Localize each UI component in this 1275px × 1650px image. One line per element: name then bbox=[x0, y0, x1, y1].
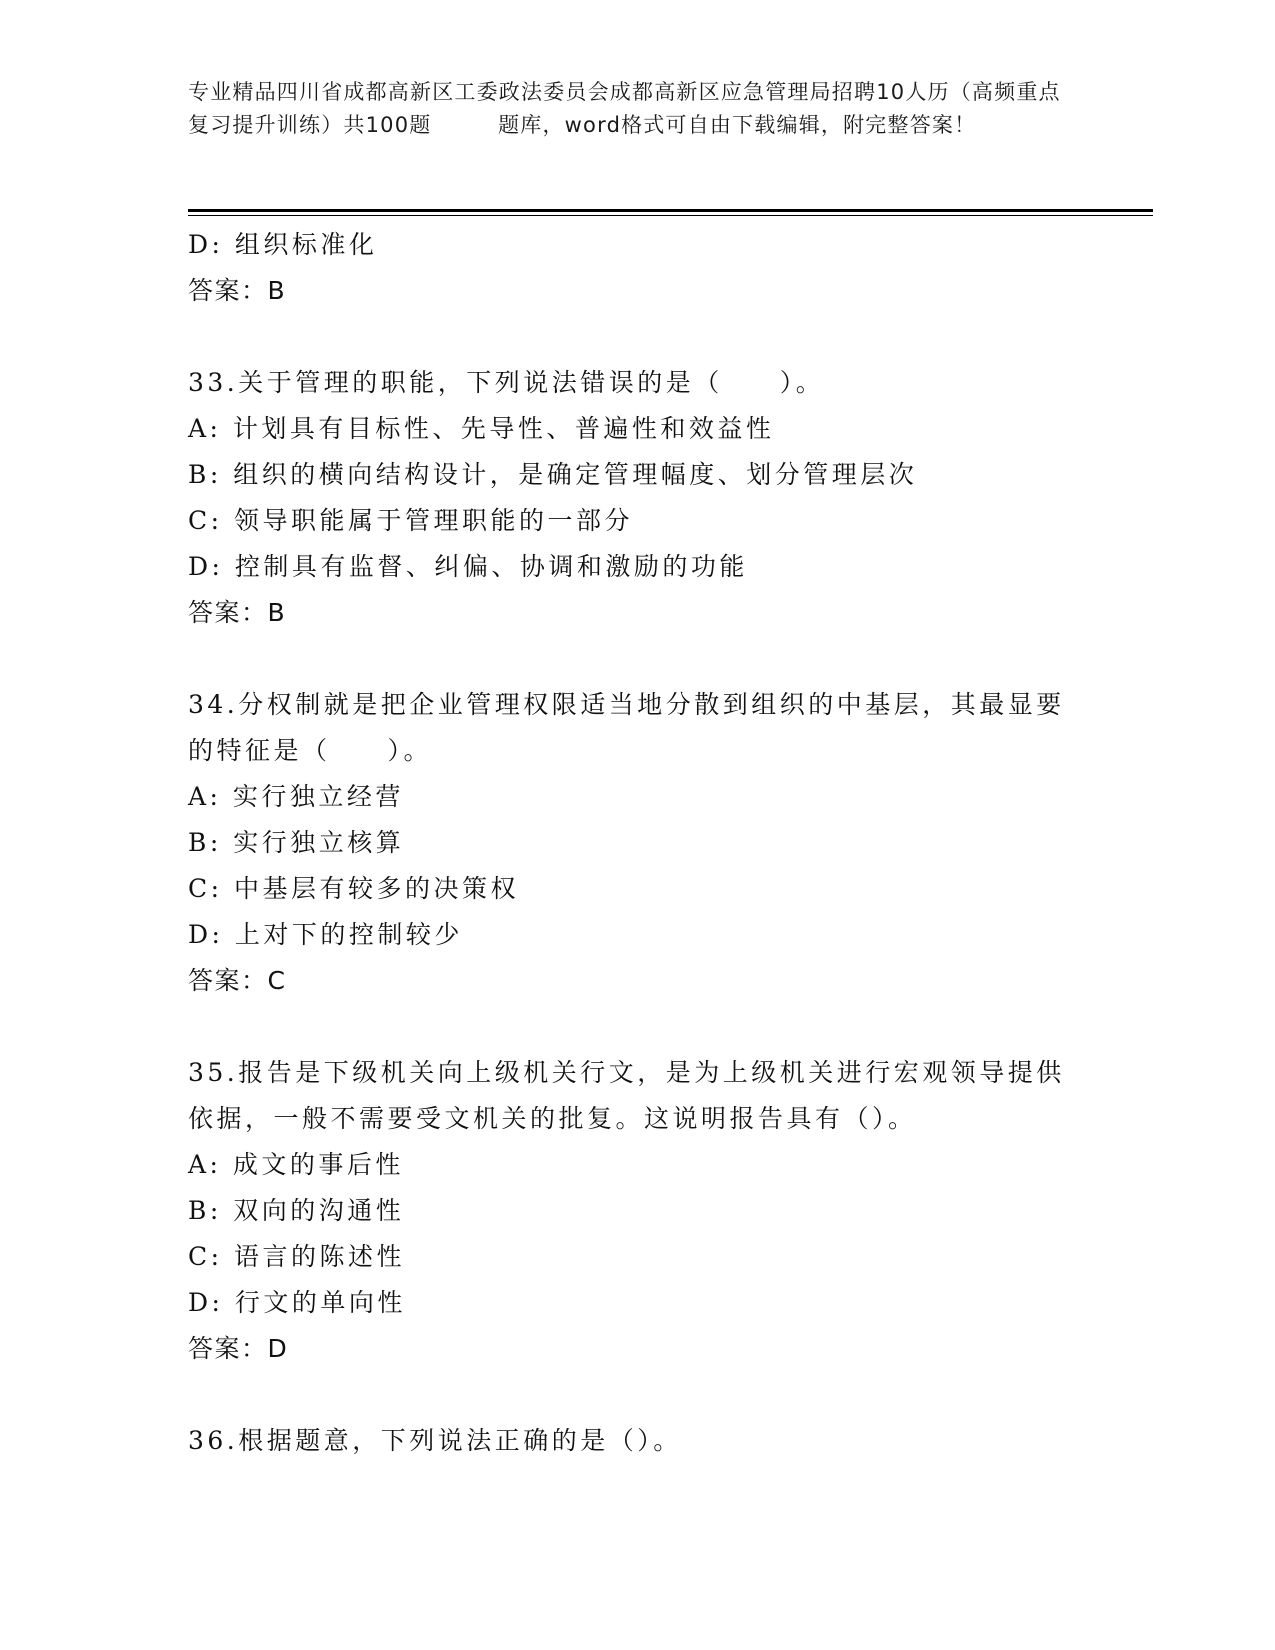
question-list bbox=[188, 222, 1088, 1464]
answer-label: 答案：B bbox=[188, 598, 287, 627]
question-35 bbox=[188, 1050, 1088, 1372]
option-a: A: 实行独立经营 bbox=[188, 782, 404, 811]
question-33 bbox=[188, 360, 1088, 636]
option-d: D: 组织标准化 bbox=[188, 230, 378, 259]
option-c: C: 领导职能属于管理职能的一部分 bbox=[188, 506, 633, 535]
answer-label: 答案：B bbox=[188, 276, 287, 305]
answer-label: 答案：D bbox=[188, 1334, 289, 1363]
option-b: B: 组织的横向结构设计，是确定管理幅度、划分管理层次 bbox=[188, 460, 918, 489]
option-c: C: 中基层有较多的决策权 bbox=[188, 874, 519, 903]
question-stem: 34.分权制就是把企业管理权限适当地分散到组织的中基层，其最显要的特征是（ ）。 bbox=[188, 690, 1065, 765]
option-a: A: 计划具有目标性、先导性、普遍性和效益性 bbox=[188, 414, 775, 443]
question-34 bbox=[188, 682, 1088, 1004]
option-a: A: 成文的事后性 bbox=[188, 1150, 404, 1179]
answer-label: 答案：C bbox=[188, 966, 287, 995]
question-36 bbox=[188, 1418, 1088, 1464]
option-d: D: 行文的单向性 bbox=[188, 1288, 406, 1317]
question-stem: 35.报告是下级机关向上级机关行文，是为上级机关进行宏观领导提供依据，一般不需要受文机关的批复。这说明报告具有（）。 bbox=[188, 1058, 1065, 1133]
header-rule-thin bbox=[188, 215, 1153, 216]
option-d: D: 控制具有监督、纠偏、协调和激励的功能 bbox=[188, 552, 748, 581]
option-c: C: 语言的陈述性 bbox=[188, 1242, 405, 1271]
option-b: B: 实行独立核算 bbox=[188, 828, 405, 857]
question-stem: 33.关于管理的职能，下列说法错误的是（ ）。 bbox=[188, 368, 825, 397]
option-d: D: 上对下的控制较少 bbox=[188, 920, 463, 949]
question-stem: 36.根据题意，下列说法正确的是（）。 bbox=[188, 1426, 682, 1455]
document-header: 专业精品四川省成都高新区工委政法委员会成都高新区应急管理局招聘10人历（高频重点复习提升训练）共100题 题库，word格式可自由下载编辑，附完整答案！ bbox=[188, 80, 1061, 137]
header-rule-thick bbox=[188, 209, 1153, 212]
option-b: B: 双向的沟通性 bbox=[188, 1196, 405, 1225]
